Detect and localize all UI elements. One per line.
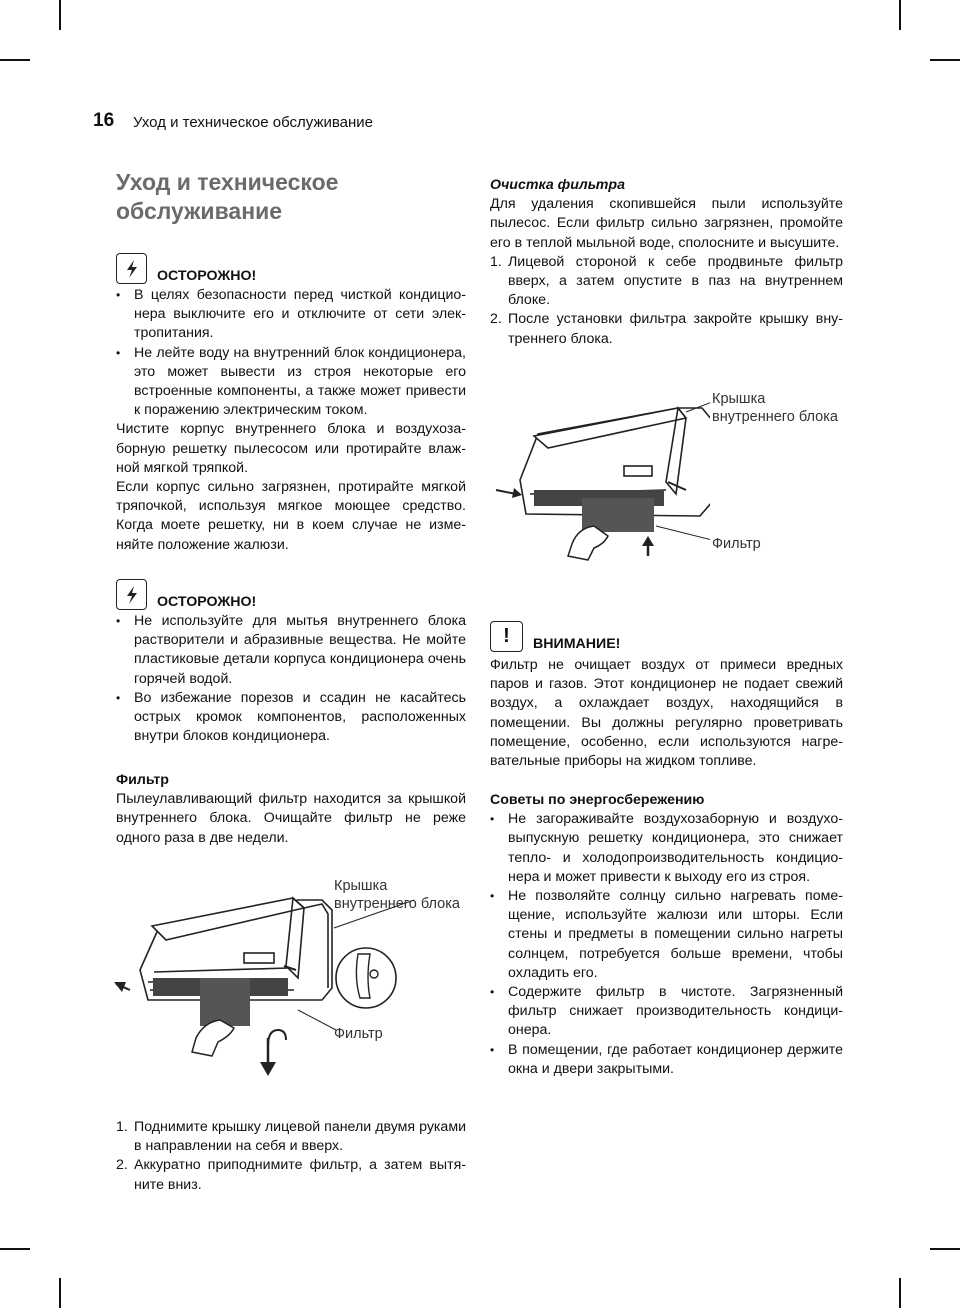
crop-mark [899,0,901,30]
step-text: Аккуратно приподнимите фильтр, а затем вытяните вниз. [134,1157,466,1193]
filter-section [116,771,466,848]
section-title [116,168,456,226]
crop-mark [59,0,61,30]
cleaning-text: Для удаления скопившейся пыли используйте пылесос. Если фильтр сильно загрязнен, промойте его в теплой мыльной воде, сполосните и высушите. [490,196,843,251]
crop-mark [59,1278,61,1308]
electric-hazard-icon [116,253,147,284]
paragraph: Чистите корпус внутреннего блока и воздухозаборную решетку пылесосом или протирайте влажной мягкой тряпкой. [116,421,466,476]
filter-reinstall-illustration [490,398,710,568]
list-item [116,1118,466,1156]
filter-label: Фильтр [334,1026,383,1042]
cleaning-steps [490,253,843,349]
crop-mark [899,1278,901,1308]
page-number: 16 [93,110,115,131]
caution-block-2 [116,579,466,746]
cover-label-line: внутреннего блока [712,409,838,425]
cover-label-line: внутреннего блока [334,896,460,912]
step-text: Лицевой стороной к себе продвиньте фильтр вверх, а затем опустите в паз на внутреннем блоке. [508,253,843,309]
energy-tips-section [490,791,843,1079]
step-number: 2. [490,311,502,328]
step-number: 2. [116,1157,128,1174]
caution-label: ОСТОРОЖНО! [157,594,257,610]
cover-label-line: Крышка [712,391,766,407]
list-item: • Содержите фильтр в чистоте. Загрязненный фильтр снижает производительность кондиционера. [490,983,843,1041]
attention-text: Фильтр не очищает воздух от примеси вредных паров и газов. Этот кондиционер не подает свежий воздух, а охлаждает воздух, находящийся в помещении. Вы должны регулярно проветривать помещение, особенно, если используются нагревательные приборы на жидком топливе. [490,657,843,770]
filter-mesh [153,978,288,1026]
body-text [116,420,466,554]
tips-heading: Советы по энергосбережению [490,792,705,808]
filter-text: Пылеулавливающий фильтр находится за крышкой внутреннего блока. Очищайте фильтр не реже одного раза в две недели. [116,791,466,846]
running-title: Уход и техническое обслуживание [133,114,374,131]
list-item: • Не используйте для мытья внутреннего блока растворители и абразивные вещества. Не мойте пластиковые детали корпуса кондиционера очень горячей водой. [116,612,466,689]
cover-label [334,877,460,913]
attention-header [490,621,843,652]
tips-list [490,810,843,1079]
caution-block-1 [116,253,466,555]
filter-heading: Фильтр [116,772,169,788]
caution-header [116,253,466,284]
section-title-line: Уход и техническое [116,169,339,195]
list-item: • В помещении, где работает кондиционер держите окна и двери закрытыми. [490,1041,843,1079]
step-number: 1. [490,253,502,270]
paragraph: Если корпус сильно загрязнен, протирайте мягкой тряпочкой, используя мягкое моющее средство. Когда моете решетку, ни в коем случае не изменяйте положение жалюзи. [116,479,466,553]
caution-label: ОСТОРОЖНО! [157,268,257,284]
crop-mark [0,1248,30,1250]
electric-hazard-icon [116,579,147,610]
list-item: • Не позволяйте солнцу сильно нагревать помещение, используйте жалюзи или шторы. Если стены и предметы в помещении сильно нагреты солнцем, потребуется больше времени, чтобы охладить его. [490,887,843,983]
crop-mark [930,59,960,61]
step-number: 1. [116,1119,128,1135]
cleaning-section [490,176,843,349]
list-item: • Не загораживайте воздухозаборную и воздуховыпускную решетку кондиционера, это снижает тепло- и холодопроизводительность кондиционера и может привести к выходу его из строя. [490,810,843,887]
step-text: Поднимите крышку лицевой панели двумя руками в направлении на себя и вверх. [134,1119,466,1155]
crop-mark [0,59,30,61]
attention-label: ВНИМАНИЕ! [533,636,621,652]
cover-label [712,390,838,426]
list-item [490,253,843,311]
crop-mark [930,1248,960,1250]
list-item [116,1156,466,1194]
step-text: После установки фильтра закройте крышку внутреннего блока. [508,311,843,347]
cover-label-line: Крышка [334,878,388,894]
attention-block [490,621,843,771]
caution-list [116,612,466,746]
filter-removal-steps [116,1118,466,1195]
section-title-line: обслуживание [116,198,283,224]
list-item: • Не лейте воду на внутренний блок кондиционера, это может вывести из строя некоторые его встроенные компоненты, а также может привести к поражению электрическим током. [116,344,466,421]
list-item [490,310,843,348]
filter-label: Фильтр [712,536,761,552]
list-item: • В целях безопасности перед чисткой кондиционера выключите его и отключите от сети электропитания. [116,286,466,344]
exclamation-icon: ! [490,621,523,652]
caution-header [116,579,466,610]
list-item: • Во избежание порезов и ссадин не касайтесь острых кромок компонентов, расположенных внутри блоков кондиционера. [116,689,466,747]
caution-list [116,286,466,420]
cleaning-heading: Очистка фильтра [490,177,625,193]
